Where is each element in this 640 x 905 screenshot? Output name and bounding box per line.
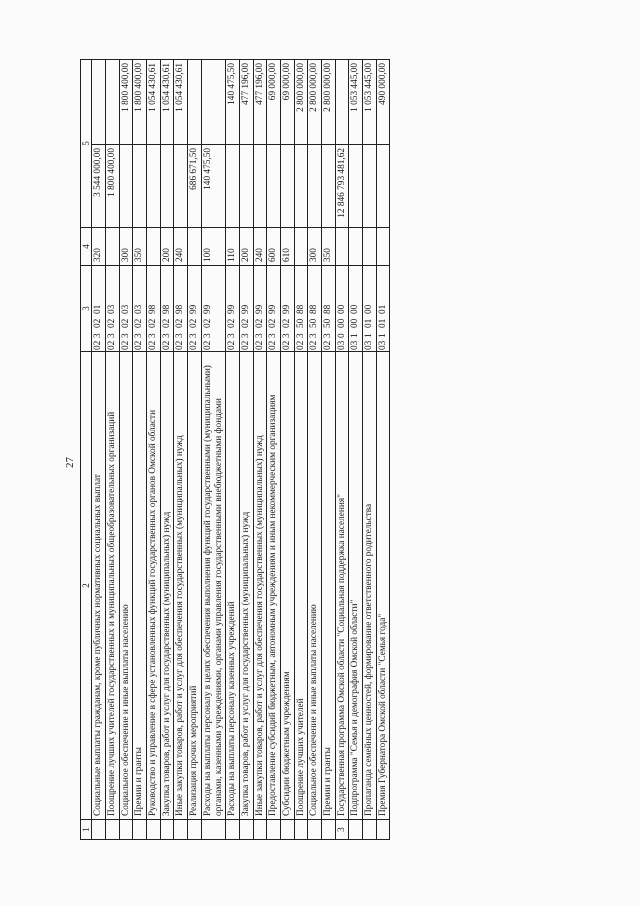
target-code <box>119 266 133 352</box>
code-part: 1 <box>350 333 361 338</box>
table-row <box>147 60 161 840</box>
code-parts <box>148 267 159 350</box>
amount-col-a <box>133 145 147 228</box>
item-name: Социальное обеспечение и иные выплаты населению <box>119 352 133 820</box>
item-name: Реализация прочих мероприятий <box>188 352 202 820</box>
target-code <box>335 266 349 352</box>
code-part: 02 <box>202 318 213 328</box>
code-part: 3 <box>134 333 145 338</box>
code-parts <box>134 267 145 350</box>
row-number <box>363 820 377 840</box>
code-part: 02 <box>268 318 279 328</box>
amount-col-b: 69 000,00 <box>280 60 294 145</box>
code-parts <box>93 267 104 350</box>
amount-col-a <box>253 145 267 228</box>
code-parts <box>350 267 361 350</box>
amount-col-a <box>174 145 188 228</box>
header-col-2: 2 <box>81 352 92 820</box>
code-part: 02 <box>161 340 172 350</box>
amount-col-a <box>376 145 390 228</box>
code-part: 02 <box>281 340 292 350</box>
amount-col-a: 3 544 000,00 <box>92 145 106 228</box>
code-parts <box>323 267 334 350</box>
table-row <box>119 60 133 840</box>
header-row <box>81 60 92 840</box>
code-part: 02 <box>240 340 251 350</box>
amount-col-a <box>226 145 240 228</box>
table-row <box>308 60 322 840</box>
code-parts <box>107 267 118 350</box>
expense-type: 300 <box>308 228 322 266</box>
code-part: 02 <box>175 318 186 328</box>
row-number <box>349 820 363 840</box>
table-body <box>92 60 390 840</box>
target-code <box>133 266 147 352</box>
code-part: 99 <box>268 304 279 314</box>
target-code <box>201 266 225 352</box>
item-name: Государственная программа Омской области "Социальная поддержка населения" <box>335 352 349 820</box>
code-part: 3 <box>93 333 104 338</box>
expense-type <box>147 228 161 266</box>
amount-col-a <box>239 145 253 228</box>
code-part: 1 <box>364 333 375 338</box>
code-part: 02 <box>295 340 306 350</box>
target-code <box>160 266 174 352</box>
item-name: Премия Губернатора Омской области "Семья года" <box>376 352 390 820</box>
amount-col-b: 1 054 430,61 <box>160 60 174 145</box>
code-part: 88 <box>323 304 334 314</box>
row-number <box>92 820 106 840</box>
expense-type <box>106 228 120 266</box>
code-part: 99 <box>281 304 292 314</box>
expense-type: 200 <box>239 228 253 266</box>
amount-col-b: 140 475,50 <box>226 60 240 145</box>
amount-col-b: 2 800 000,00 <box>308 60 322 145</box>
code-part: 02 <box>189 318 200 328</box>
code-part: 02 <box>175 340 186 350</box>
code-part: 03 <box>107 304 118 314</box>
header-col-3: 3 <box>81 266 92 352</box>
expense-type: 600 <box>267 228 281 266</box>
row-number <box>239 820 253 840</box>
expense-type: 110 <box>226 228 240 266</box>
code-part: 00 <box>350 318 361 328</box>
amount-col-b: 2 800 000,00 <box>322 60 336 145</box>
amount-col-a <box>349 145 363 228</box>
code-parts <box>337 267 348 350</box>
code-part: 50 <box>309 318 320 328</box>
code-part: 99 <box>202 304 213 314</box>
code-part: 3 <box>175 333 186 338</box>
code-part: 02 <box>134 318 145 328</box>
row-number <box>160 820 174 840</box>
expense-type <box>363 228 377 266</box>
code-part: 98 <box>175 304 186 314</box>
code-part: 03 <box>336 340 347 350</box>
amount-col-b: 2 800 000,00 <box>294 60 308 145</box>
amount-col-b: 477 196,00 <box>253 60 267 145</box>
code-part: 01 <box>364 318 375 328</box>
expense-type: 300 <box>119 228 133 266</box>
code-parts <box>121 267 132 350</box>
amount-col-b: 477 196,00 <box>239 60 253 145</box>
expense-type: 610 <box>280 228 294 266</box>
code-parts <box>203 267 214 350</box>
code-part: 02 <box>227 318 238 328</box>
row-number <box>294 820 308 840</box>
amount-col-a <box>160 145 174 228</box>
expense-type: 240 <box>174 228 188 266</box>
table-row <box>160 60 174 840</box>
target-code <box>280 266 294 352</box>
code-part: 3 <box>309 333 320 338</box>
code-part: 02 <box>120 340 131 350</box>
code-part: 02 <box>254 340 265 350</box>
table-row <box>322 60 336 840</box>
header-col-5: 5 <box>81 60 92 228</box>
code-parts <box>175 267 186 350</box>
code-part: 02 <box>93 318 104 328</box>
code-part: 3 <box>281 333 292 338</box>
code-part: 3 <box>240 333 251 338</box>
table-row <box>363 60 377 840</box>
item-name: Поощрение лучших учителей <box>294 352 308 820</box>
target-code <box>188 266 202 352</box>
table-row <box>294 60 308 840</box>
amount-col-a: 1 800 400,00 <box>106 145 120 228</box>
page-number: 27 <box>64 457 76 468</box>
target-code <box>253 266 267 352</box>
code-part: 99 <box>227 304 238 314</box>
amount-col-b <box>335 60 349 145</box>
amount-col-b: 1 053 445,00 <box>349 60 363 145</box>
code-part: 02 <box>202 340 213 350</box>
item-name: Пропаганда семейных ценностей, формирование ответственного родительства <box>363 352 377 820</box>
amount-col-a <box>267 145 281 228</box>
code-part: 99 <box>189 304 200 314</box>
item-name: Закупка товаров, работ и услуг для государственных (муниципальных) нужд <box>160 352 174 820</box>
code-part: 01 <box>93 304 104 314</box>
code-part: 0 <box>336 333 347 338</box>
expense-type: 100 <box>201 228 225 266</box>
target-code <box>106 266 120 352</box>
amount-col-b: 1 054 430,61 <box>174 60 188 145</box>
code-part: 00 <box>336 318 347 328</box>
amount-col-b: 490 000,00 <box>376 60 390 145</box>
code-parts <box>309 267 320 350</box>
target-code <box>308 266 322 352</box>
item-name: Социальное обеспечение и иные выплаты населению <box>308 352 322 820</box>
table-row <box>349 60 363 840</box>
row-number: 3 <box>335 820 349 840</box>
code-parts <box>227 267 238 350</box>
expense-type: 350 <box>133 228 147 266</box>
code-part: 02 <box>134 340 145 350</box>
code-part: 01 <box>377 318 388 328</box>
amount-col-b <box>106 60 120 145</box>
table-row <box>201 60 225 840</box>
table-row <box>226 60 240 840</box>
code-parts <box>241 267 252 350</box>
code-part: 02 <box>148 340 159 350</box>
target-code <box>267 266 281 352</box>
target-code <box>376 266 390 352</box>
row-number <box>201 820 225 840</box>
code-part: 3 <box>148 333 159 338</box>
item-name: Подпрограмма "Семья и демография Омской области" <box>349 352 363 820</box>
amount-col-b: 69 000,00 <box>267 60 281 145</box>
item-name: Закупка товаров, работ и услуг для государственных (муниципальных) нужд <box>239 352 253 820</box>
row-number <box>133 820 147 840</box>
table-row <box>174 60 188 840</box>
row-number <box>376 820 390 840</box>
item-name: Руководство и управление в сфере установленных функций государственных органов Омской области <box>147 352 161 820</box>
row-number <box>267 820 281 840</box>
code-part: 02 <box>107 318 118 328</box>
amount-col-b <box>188 60 202 145</box>
target-code <box>92 266 106 352</box>
code-part: 02 <box>323 340 334 350</box>
code-part: 50 <box>295 318 306 328</box>
amount-col-a <box>280 145 294 228</box>
code-part: 03 <box>364 340 375 350</box>
amount-col-b: 1 800 400,00 <box>119 60 133 145</box>
row-number <box>174 820 188 840</box>
amount-col-a <box>147 145 161 228</box>
code-part: 1 <box>377 333 388 338</box>
code-part: 00 <box>350 304 361 314</box>
item-name: Иные закупки товаров, работ и услуг для обеспечения государственных (муниципальных) нужд <box>174 352 188 820</box>
code-part: 02 <box>281 318 292 328</box>
target-code <box>294 266 308 352</box>
code-part: 3 <box>254 333 265 338</box>
header-col-1: 1 <box>81 820 92 840</box>
item-name: Поощрение лучших учителей государственных и муниципальных общеобразовательных организаций <box>106 352 120 820</box>
table-row <box>106 60 120 840</box>
row-number <box>226 820 240 840</box>
row-number <box>322 820 336 840</box>
table-row <box>253 60 267 840</box>
table-row <box>267 60 281 840</box>
code-parts <box>255 267 266 350</box>
row-number <box>280 820 294 840</box>
code-part: 03 <box>377 340 388 350</box>
item-name: Предоставление субсидий бюджетным, автономным учреждениям и иным некоммерческим организациям <box>267 352 281 820</box>
code-parts <box>162 267 173 350</box>
expense-type: 320 <box>92 228 106 266</box>
code-part: 3 <box>120 333 131 338</box>
budget-table <box>80 59 390 840</box>
amount-col-b <box>201 60 225 145</box>
amount-col-b: 1 054 430,61 <box>147 60 161 145</box>
expense-type <box>376 228 390 266</box>
target-code <box>363 266 377 352</box>
code-part: 02 <box>309 340 320 350</box>
code-part: 3 <box>295 333 306 338</box>
code-part: 98 <box>161 304 172 314</box>
code-part: 98 <box>148 304 159 314</box>
code-part: 3 <box>107 333 118 338</box>
item-name: Расходы на выплаты персоналу в целях обеспечения выполнения функций государственными (муниципальными) органами, казенными учреждениями, органами управления государственными внебюджетными фондами <box>201 352 225 820</box>
amount-col-b: 1 800 400,00 <box>133 60 147 145</box>
code-part: 02 <box>161 318 172 328</box>
code-part: 3 <box>268 333 279 338</box>
target-code <box>226 266 240 352</box>
code-part: 02 <box>227 340 238 350</box>
item-name: Премии и гранты <box>133 352 147 820</box>
code-parts <box>364 267 375 350</box>
expense-type <box>188 228 202 266</box>
table-row <box>335 60 349 840</box>
table-row <box>280 60 294 840</box>
row-number <box>119 820 133 840</box>
expense-type <box>294 228 308 266</box>
code-parts <box>268 267 279 350</box>
code-part: 02 <box>254 318 265 328</box>
code-part: 02 <box>148 318 159 328</box>
code-part: 00 <box>364 304 375 314</box>
table-row <box>239 60 253 840</box>
item-name: Иные закупки товаров, работ и услуг для обеспечения государственных (муниципальных) нужд <box>253 352 267 820</box>
table-row <box>92 60 106 840</box>
item-name: Премии и гранты <box>322 352 336 820</box>
row-number <box>188 820 202 840</box>
row-number <box>253 820 267 840</box>
code-part: 00 <box>336 304 347 314</box>
rotated-table-block <box>64 60 595 840</box>
row-number <box>106 820 120 840</box>
code-part: 02 <box>107 340 118 350</box>
code-part: 3 <box>189 333 200 338</box>
code-part: 3 <box>227 333 238 338</box>
target-code <box>322 266 336 352</box>
expense-type <box>335 228 349 266</box>
code-part: 3 <box>202 333 213 338</box>
item-name: Субсидии бюджетным учреждениям <box>280 352 294 820</box>
amount-col-b: 1 053 445,00 <box>363 60 377 145</box>
expense-type: 240 <box>253 228 267 266</box>
target-code <box>174 266 188 352</box>
code-part: 02 <box>120 318 131 328</box>
expense-type <box>349 228 363 266</box>
code-part: 3 <box>323 333 334 338</box>
code-part: 88 <box>295 304 306 314</box>
code-part: 01 <box>377 304 388 314</box>
target-code <box>147 266 161 352</box>
table-row <box>133 60 147 840</box>
code-part: 02 <box>240 318 251 328</box>
code-part: 03 <box>350 340 361 350</box>
target-code <box>239 266 253 352</box>
code-part: 03 <box>134 304 145 314</box>
expense-type: 350 <box>322 228 336 266</box>
amount-col-a <box>294 145 308 228</box>
table-row <box>188 60 202 840</box>
code-part: 02 <box>189 340 200 350</box>
code-part: 03 <box>120 304 131 314</box>
amount-col-a <box>363 145 377 228</box>
code-parts <box>378 267 389 350</box>
amount-col-a: 686 671,50 <box>188 145 202 228</box>
code-part: 50 <box>323 318 334 328</box>
target-code <box>349 266 363 352</box>
code-part: 02 <box>93 340 104 350</box>
item-name: Расходы на выплаты персоналу казенных учреждений <box>226 352 240 820</box>
expense-type: 200 <box>160 228 174 266</box>
code-parts <box>282 267 293 350</box>
amount-col-b <box>92 60 106 145</box>
table-row <box>376 60 390 840</box>
amount-col-a: 140 475,50 <box>201 145 225 228</box>
amount-col-a <box>119 145 133 228</box>
code-parts <box>296 267 307 350</box>
code-part: 99 <box>254 304 265 314</box>
header-col-4: 4 <box>81 228 92 266</box>
code-parts <box>189 267 200 350</box>
amount-col-a <box>322 145 336 228</box>
item-name: Социальные выплаты гражданам, кроме публичных нормативных социальных выплат <box>92 352 106 820</box>
code-part: 99 <box>240 304 251 314</box>
row-number <box>147 820 161 840</box>
code-part: 3 <box>161 333 172 338</box>
code-part: 88 <box>309 304 320 314</box>
amount-col-a: 12 846 793 481,62 <box>335 145 349 228</box>
row-number <box>308 820 322 840</box>
code-part: 02 <box>268 340 279 350</box>
amount-col-a <box>308 145 322 228</box>
